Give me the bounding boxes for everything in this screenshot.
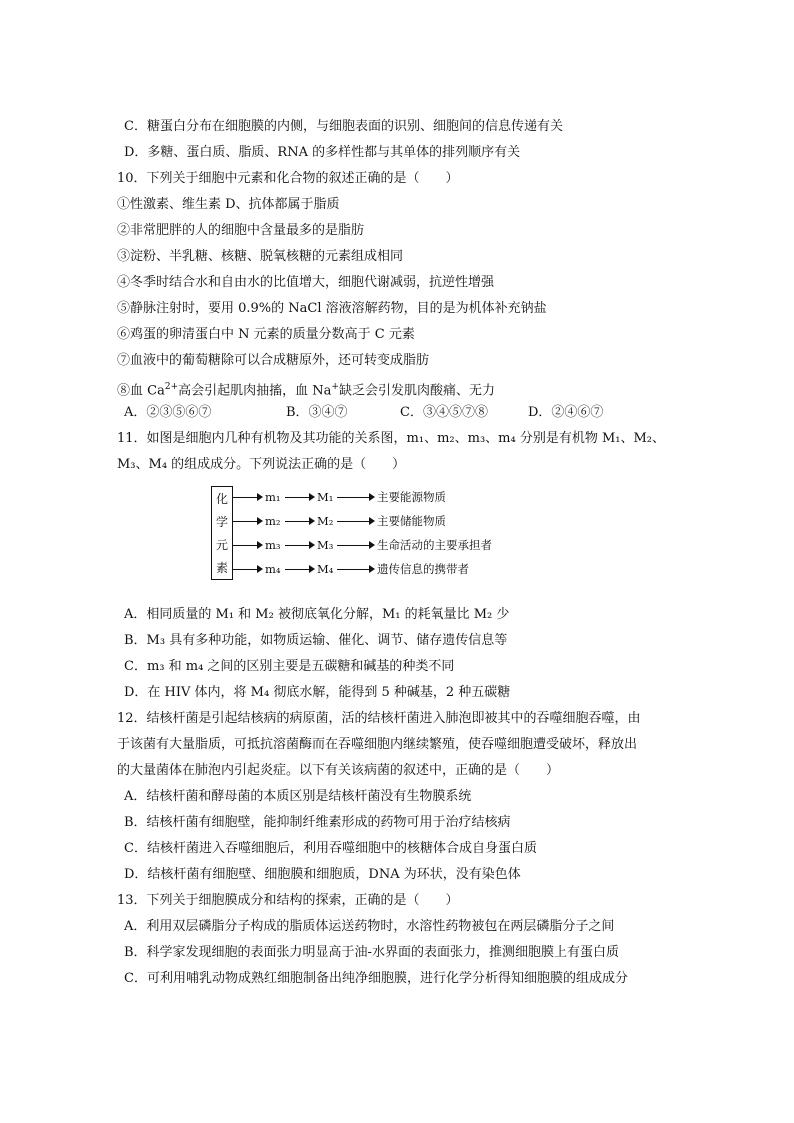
q10-choice-b: B．③④⑦ [286,405,348,420]
monomer-label: m₃ [265,538,281,552]
q10-item: ⑥鸡蛋的卵清蛋白中 N 元素的质量分数高于 C 元素 [117,327,415,342]
arrow-icon [285,493,315,501]
q9-option-c: C．糖蛋白分布在细胞膜的内侧，与细胞表面的识别、细胞间的信息传递有关 [124,119,563,134]
q11-diagram [211,486,511,580]
diagram-row [231,513,446,529]
q10-item: ①性激素、维生素 D、抗体都属于脂质 [117,197,340,212]
q11-option-d: D．在 HIV 体内，将 M₄ 彻底水解，能得到 5 种碱基，2 种五碳糖 [124,685,511,700]
function-label: 主要能源物质 [377,490,446,504]
arrow-icon [233,517,263,525]
macromolecule-label: M₃ [317,538,334,552]
arrow-icon [233,541,263,549]
q13-stem: 13．下列关于细胞膜成分和结构的探索，正确的是（ ） [117,893,459,908]
macromolecule-label: M₄ [317,562,334,576]
q10-item-8 [117,377,495,401]
q13-option-b: B．科学家发现细胞的表面张力明显高于油-水界面的表面张力，推测细胞膜上有蛋白质 [124,945,619,960]
q12-stem-line1: 12．结核杆菌是引起结核病的病原菌，活的结核杆菌进入肺泡即被其中的吞噬细胞吞噬，由 [117,711,641,726]
box-char: 元 [215,538,228,552]
q11-option-c: C．m₃ 和 m₄ 之间的区别主要是五碳糖和碱基的种类不同 [124,659,455,674]
monomer-label: m₁ [265,490,281,504]
arrow-icon [233,493,263,501]
arrow-icon [337,565,375,573]
q10-item8-part1: ⑧血 Ca [117,383,165,399]
q10-item: ②非常肥胖的人的细胞中含量最多的是脂肪 [117,223,365,238]
q10-item8-part3: 缺乏会引发肌肉酸痛、无力 [338,383,495,399]
q10-item8-sup1: 2+ [164,382,179,392]
q10-item: ③淀粉、半乳糖、核糖、脱氧核糖的元素组成相同 [117,249,404,264]
arrow-icon [285,565,315,573]
q12-option-c: C．结核杆菌进入吞噬细胞后，利用吞噬细胞中的核糖体合成自身蛋白质 [124,841,537,856]
q11-option-b: B．M₃ 具有多种功能，如物质运输、催化、调节、储存遗传信息等 [124,633,508,648]
function-label: 主要储能物质 [377,514,446,528]
q10-item8-sup2: + [331,382,339,392]
q12-option-a: A．结核杆菌和酵母菌的本质区别是结核杆菌没有生物膜系统 [124,789,472,804]
q10-choices [124,403,603,423]
chemical-elements-box [211,486,233,580]
box-char: 学 [215,515,228,529]
box-char: 素 [215,561,228,575]
q10-choice-c: C．③④⑤⑦⑧ [400,405,488,420]
q12-stem-line3: 的大量菌体在肺泡内引起炎症。以下有关该病菌的叙述中，正确的是（ ） [117,763,560,778]
arrow-icon [337,541,375,549]
q10-choice-d: D．②④⑥⑦ [528,405,604,420]
function-label: 生命活动的主要承担者 [377,538,492,552]
q11-stem-line2: M₃、M₄ 的组成成分。下列说法正确的是（ ） [117,457,406,472]
q10-item: ⑤静脉注射时，要用 0.9%的 NaCl 溶液溶解药物，目的是为机体补充钠盐 [117,301,547,316]
arrow-icon [233,565,263,573]
arrow-icon [337,517,375,525]
box-char: 化 [215,492,228,506]
q10-choice-a: A．②③⑤⑥⑦ [124,405,212,420]
q10-item: ④冬季时结合水和自由水的比值增大，细胞代谢减弱，抗逆性增强 [117,275,495,290]
diagram-row [231,561,469,577]
q10-item: ⑦血液中的葡萄糖除可以合成糖原外，还可转变成脂肪 [117,353,430,368]
q10-stem: 10．下列关于细胞中元素和化合物的叙述正确的是（ ） [117,171,459,186]
q11-stem-line1: 11．如图是细胞内几种有机物及其功能的关系图，m₁、m₂、m₃、m₄ 分别是有机物 M₁、M₂、 [117,431,666,446]
arrow-icon [337,493,375,501]
diagram-row [231,489,446,505]
function-label: 遗传信息的携带者 [377,562,469,576]
q11-option-a: A．相同质量的 M₁ 和 M₂ 被彻底氧化分解，M₁ 的耗氧量比 M₂ 少 [124,607,510,622]
macromolecule-label: M₂ [317,514,334,528]
macromolecule-label: M₁ [317,490,334,504]
monomer-label: m₄ [265,562,281,576]
q13-option-c: C．可利用哺乳动物成熟红细胞制备出纯净细胞膜，进行化学分析得知细胞膜的组成成分 [124,971,628,986]
q12-option-d: D．结核杆菌有细胞壁、细胞膜和细胞质，DNA 为环状，没有染色体 [124,867,521,882]
diagram-row [231,537,492,553]
q10-item8-part2: 高会引起肌肉抽搐，血 Na [178,383,332,399]
q12-option-b: B．结核杆菌有细胞壁，能抑制纤维素形成的药物可用于治疗结核病 [124,815,511,830]
q13-option-a: A．利用双层磷脂分子构成的脂质体运送药物时，水溶性药物被包在两层磷脂分子之间 [124,919,615,934]
q9-option-d: D．多糖、蛋白质、脂质、RNA 的多样性都与其单体的排列顺序有关 [124,145,521,160]
arrow-icon [285,517,315,525]
arrow-icon [285,541,315,549]
monomer-label: m₂ [265,514,281,528]
q12-stem-line2: 于该菌有大量脂质，可抵抗溶菌酶而在吞噬细胞内继续繁殖，使吞噬细胞遭受破坏，释放出 [117,737,638,752]
